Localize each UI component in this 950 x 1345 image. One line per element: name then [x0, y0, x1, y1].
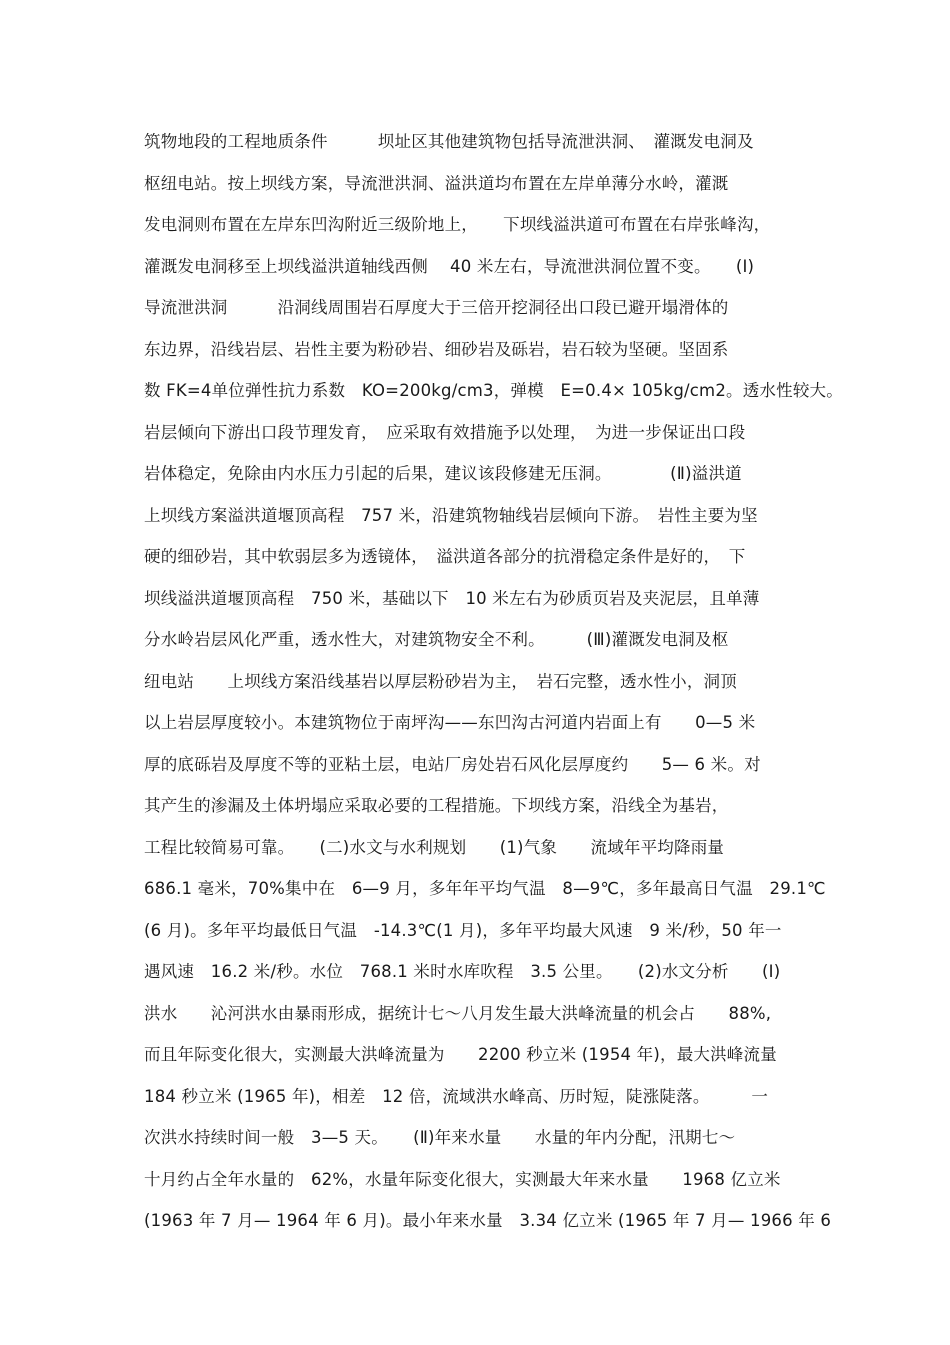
body-text [144, 121, 843, 1242]
text-line: 分水岭岩层风化严重，透水性大，对建筑物安全不利。 (Ⅲ)灌溉发电洞及枢 [144, 630, 729, 649]
text-line: (6 月)。多年平均最低日气温 -14.3℃(1 月)，多年平均最大风速 9 米/秒，50 年一 [144, 920, 782, 940]
text-line: 发电洞则布置在左岸东凹沟附近三级阶地上， 下坝线溢洪道可布置在右岸张峰沟， [144, 215, 771, 234]
text-line: 导流泄洪洞 沿洞线周围岩石厚度大于三倍开挖洞径出口段已避开塌滑体的 [144, 298, 729, 317]
text-line: 岩层倾向下游出口段节理发育， 应采取有效措施予以处理， 为进一步保证出口段 [144, 422, 746, 442]
text-line: 以上岩层厚度较小。本建筑物位于南坪沟——东凹沟古河道内岩面上有 0—5 米 [144, 713, 756, 732]
text-line: 硬的细砂岩，其中软弱层多为透镜体， 溢洪道各部分的抗滑稳定条件是好的， 下 [144, 547, 746, 566]
text-line: 184 秒立米 (1965 年)，相差 12 倍，流域洪水峰高、历时短，陡涨陡落。 一 [144, 1086, 769, 1106]
text-line: 次洪水持续时间一般 3—5 天。 (Ⅱ)年来水量 水量的年内分配，汛期七～ [144, 1128, 736, 1147]
text-line: 工程比较简易可靠。 (二)水文与水利规划 (1)气象 流域年平均降雨量 [144, 837, 725, 857]
text-line: (1963 年 7 月— 1964 年 6 月)。最小年来水量 3.34 亿立米 (1965 年 7 月— 1966 年 6 [144, 1211, 832, 1230]
text-line: 筑物地段的工程地质条件 坝址区其他建筑物包括导流泄洪洞、 灌溉发电洞及 [144, 132, 754, 151]
text-line: 洪水 沁河洪水由暴雨形成，据统计七～八月发生最大洪峰流量的机会占 88%, [144, 1003, 772, 1023]
text-line: 686.1 毫米，70%集中在 6—9 月，多年年平均气温 8—9℃，多年最高日气温 29.1℃ [144, 879, 826, 898]
text-line: 而且年际变化很大，实测最大洪峰流量为 2200 秒立米 (1954 年)，最大洪峰流量 [144, 1045, 777, 1064]
text-line: 数 FK=4单位弹性抗力系数 KO=200kg/cm3，弹模 E=0.4× 105kg/cm2。透水性较大。 [144, 381, 843, 400]
text-line: 十月约占全年水量的 62%，水量年际变化很大，实测最大年来水量 1968 亿立米 [144, 1169, 781, 1189]
text-line: 灌溉发电洞移至上坝线溢洪道轴线西侧 40 米左右，导流泄洪洞位置不变。 (Ⅰ) [144, 256, 755, 276]
text-line: 东边界，沿线岩层、岩性主要为粉砂岩、细砂岩及砾岩，岩石较为坚硬。坚固系 [144, 339, 729, 359]
text-line: 厚的底砾岩及厚度不等的亚粘土层，电站厂房处岩石风化层厚度约 5— 6 米。对 [144, 754, 761, 774]
text-line: 岩体稳定，免除由内水压力引起的后果，建议该段修建无压洞。 (Ⅱ)溢洪道 [144, 464, 742, 483]
text-line: 上坝线方案溢洪道堰顶高程 757 米，沿建筑物轴线岩层倾向下游。 岩性主要为坚 [144, 505, 758, 525]
text-line: 其产生的渗漏及土体坍塌应采取必要的工程措施。下坝线方案，沿线全为基岩， [144, 796, 729, 815]
text-line: 坝线溢洪道堰顶高程 750 米，基础以下 10 米左右为砂质页岩及夹泥层，且单薄 [144, 588, 760, 608]
text-line: 遇风速 16.2 米/秒。水位 768.1 米时水库吹程 3.5 公里。 (2)水文分析 (Ⅰ) [144, 962, 781, 981]
text-line: 纽电站 上坝线方案沿线基岩以厚层粉砂岩为主， 岩石完整，透水性小，洞顶 [144, 671, 737, 691]
text-line: 枢纽电站。按上坝线方案，导流泄洪洞、溢洪道均布置在左岸单薄分水岭，灌溉 [144, 173, 729, 193]
